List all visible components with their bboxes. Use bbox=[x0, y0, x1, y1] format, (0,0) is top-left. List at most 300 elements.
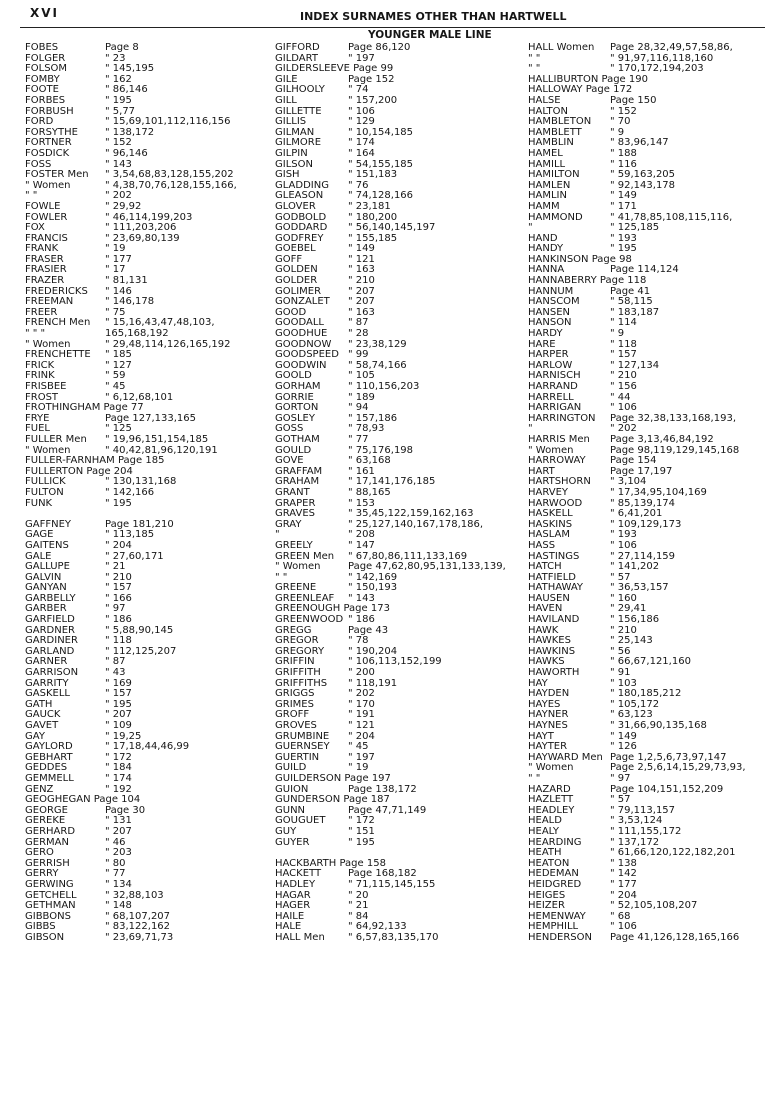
index-entry bbox=[25, 859, 270, 870]
surname: GAYLORD bbox=[25, 741, 73, 753]
index-entry bbox=[528, 96, 768, 107]
page-references: " 32,88,103 bbox=[105, 889, 164, 901]
surname: HATCH bbox=[528, 561, 562, 573]
page-references: Page 47,62,80,95,131,133,139, bbox=[348, 561, 506, 573]
page-references: " 3,54,68,83,128,155,202 bbox=[105, 169, 234, 181]
surname: GISH bbox=[275, 169, 300, 181]
index-entry bbox=[275, 933, 525, 944]
surname: GASKELL bbox=[25, 688, 70, 700]
surname: GAY bbox=[25, 730, 45, 742]
index-entry bbox=[528, 880, 768, 891]
page-references: " 151,183 bbox=[348, 169, 398, 181]
page-references: " 31,66,90,135,168 bbox=[610, 720, 707, 731]
index-entry bbox=[275, 827, 525, 838]
page-references: " 9 bbox=[610, 328, 625, 340]
page-title: INDEX SURNAMES OTHER THAN HARTWELL bbox=[300, 10, 567, 23]
index-entry bbox=[275, 244, 525, 255]
surname: " " bbox=[275, 571, 288, 583]
index-entry bbox=[528, 721, 768, 732]
page-references: Page 3,13,46,84,192 bbox=[610, 433, 714, 445]
index-entry bbox=[275, 297, 525, 308]
page-references: " 74 bbox=[348, 84, 369, 96]
page-references: " 192 bbox=[105, 783, 132, 795]
page-references: " 56 bbox=[610, 645, 631, 657]
page-references: " 64,92,133 bbox=[348, 921, 407, 933]
page-references: " 80 bbox=[105, 857, 126, 869]
page-references: " 204 bbox=[105, 539, 132, 551]
surname: GUY bbox=[275, 825, 297, 837]
surname: HARRAND bbox=[528, 381, 578, 392]
surname: GARRISON bbox=[25, 667, 79, 679]
page-references: " 121 bbox=[348, 720, 375, 731]
index-entry bbox=[25, 382, 270, 393]
index-entry bbox=[528, 615, 768, 626]
surname: GILLIS bbox=[275, 116, 307, 128]
page-references: Page 168,182 bbox=[348, 868, 417, 880]
surname: HAWKES bbox=[528, 635, 571, 647]
page-references: " 203 bbox=[105, 847, 132, 859]
page-references: " 164 bbox=[348, 147, 375, 159]
surname: GOLIMER bbox=[275, 285, 322, 297]
page-references: " 177 bbox=[610, 878, 637, 890]
surname: GAVET bbox=[25, 720, 59, 731]
page-references: " 88,165 bbox=[348, 486, 391, 498]
page-references: Page 32,38,133,168,193, bbox=[610, 412, 736, 424]
page-references: " 116 bbox=[610, 158, 637, 170]
index-entry bbox=[25, 488, 270, 499]
surname: GARLAND bbox=[25, 645, 75, 657]
page-references: " 127 bbox=[105, 359, 132, 371]
surname: GAFFNEY bbox=[25, 518, 72, 530]
surname: GARRITY bbox=[25, 677, 69, 689]
page-references: Page 41 bbox=[610, 285, 651, 297]
page-references: " 180,200 bbox=[348, 211, 398, 223]
surname: FORTNER bbox=[25, 137, 72, 149]
page-references: " 44 bbox=[610, 391, 631, 403]
page-references: Page 181,210 bbox=[105, 518, 174, 530]
surname: HEIGES bbox=[528, 889, 566, 901]
page-references: " 6,41,201 bbox=[610, 508, 663, 520]
page-references: " 58,115 bbox=[610, 296, 653, 308]
surname: GOODALL bbox=[275, 317, 324, 329]
page-references: " 114 bbox=[610, 317, 637, 329]
surname: HARPER bbox=[528, 349, 569, 361]
surname: FRENCHETTE bbox=[25, 349, 91, 361]
index-entry bbox=[275, 488, 525, 499]
page-references: " 208 bbox=[348, 529, 375, 541]
index-column-2 bbox=[275, 43, 525, 943]
page-references: " 52,105,108,207 bbox=[610, 900, 698, 912]
index-entry bbox=[25, 827, 270, 838]
page-references: " 96,146 bbox=[105, 147, 148, 159]
page-references: " 195 bbox=[105, 497, 132, 509]
page-references: " 147 bbox=[348, 539, 375, 551]
page-references: " 61,66,120,122,182,201 bbox=[610, 847, 736, 859]
surname: FRASIER bbox=[25, 264, 67, 276]
page-references: " 152 bbox=[105, 137, 132, 149]
surname: HEIZER bbox=[528, 900, 565, 912]
surname: GERRISH bbox=[25, 857, 70, 869]
page-references: " 106 bbox=[610, 539, 637, 551]
page-references: " 75,176,198 bbox=[348, 444, 414, 456]
surname: GLADDING bbox=[275, 179, 329, 191]
page-references: " 125,185 bbox=[610, 222, 660, 234]
page-references: " 77 bbox=[105, 868, 126, 880]
surname: GOLDEN bbox=[275, 264, 318, 276]
page-references: " 127,134 bbox=[610, 359, 660, 371]
surname: GREEN Men bbox=[275, 550, 335, 562]
surname: HEIDGRED bbox=[528, 878, 582, 890]
page-references: " 204 bbox=[348, 730, 375, 742]
index-entry bbox=[275, 446, 525, 457]
index-entry bbox=[528, 202, 768, 213]
page-references: " 59 bbox=[105, 370, 126, 382]
surname: GONZALET bbox=[275, 296, 330, 308]
surname: GOEBEL bbox=[275, 243, 316, 255]
surname: HAILE bbox=[275, 910, 305, 922]
page-references: " 180,185,212 bbox=[610, 688, 682, 700]
surname: HAMBLETON bbox=[528, 116, 592, 128]
index-entry bbox=[275, 149, 525, 160]
surname: GERO bbox=[25, 847, 54, 859]
index-entry bbox=[528, 223, 768, 234]
page-references: " 162 bbox=[105, 73, 132, 85]
page-references: " 191 bbox=[348, 709, 375, 721]
index-entry bbox=[25, 414, 270, 425]
page-references: " 68 bbox=[610, 910, 631, 922]
page-references: Page 17,197 bbox=[610, 465, 673, 477]
page-references: " 150,193 bbox=[348, 582, 398, 594]
page-references: " 157 bbox=[105, 688, 132, 700]
page-references: " 19,96,151,154,185 bbox=[105, 433, 209, 445]
surname: FROTHINGHAM Page 77 bbox=[25, 402, 144, 414]
surname: FROST bbox=[25, 391, 59, 403]
surname: GIFFORD bbox=[275, 42, 320, 53]
page-references: " 23,69,80,139 bbox=[105, 232, 180, 244]
index-entry bbox=[275, 774, 525, 785]
surname: GORTON bbox=[275, 402, 319, 414]
page-references: " 79,113,157 bbox=[610, 804, 676, 816]
surname: GRAY bbox=[275, 518, 302, 530]
surname: HAMBLETT bbox=[528, 126, 582, 138]
surname: HARNISCH bbox=[528, 370, 581, 382]
index-entry bbox=[275, 160, 525, 171]
page-references: " 121 bbox=[348, 253, 375, 265]
index-entry bbox=[275, 361, 525, 372]
page-references: Page 43 bbox=[348, 624, 389, 636]
page-references: " 17,34,95,104,169 bbox=[610, 486, 707, 498]
index-entry bbox=[275, 615, 525, 626]
index-entry bbox=[528, 435, 768, 446]
index-entry bbox=[275, 64, 525, 75]
page-references: " 17,18,44,46,99 bbox=[105, 741, 190, 753]
surname: GILPIN bbox=[275, 147, 308, 159]
index-entry bbox=[25, 96, 270, 107]
page-references: " 202 bbox=[348, 688, 375, 700]
page-references: " 59,163,205 bbox=[610, 169, 676, 181]
surname: HART bbox=[528, 465, 555, 477]
surname: FRENCH Men bbox=[25, 317, 91, 329]
index-entry bbox=[25, 361, 270, 372]
surname: HASLAM bbox=[528, 529, 570, 541]
surname: GILHOOLY bbox=[275, 84, 325, 96]
index-entry bbox=[275, 520, 525, 531]
page-references: " 125 bbox=[105, 423, 132, 435]
surname: FORSYTHE bbox=[25, 126, 78, 138]
page-references: " 46 bbox=[105, 836, 126, 848]
surname: GREGOR bbox=[275, 635, 319, 647]
page-references: " 177 bbox=[105, 253, 132, 265]
surname: FRISBEE bbox=[25, 381, 67, 392]
surname: " Women bbox=[25, 444, 71, 456]
page-references: " 210 bbox=[105, 571, 132, 583]
index-entry bbox=[25, 499, 270, 510]
index-entry bbox=[25, 562, 270, 573]
page-references: " 126 bbox=[610, 741, 637, 753]
index-entry bbox=[275, 541, 525, 552]
page-references: " 156 bbox=[610, 381, 637, 392]
index-entry bbox=[528, 827, 768, 838]
page-references: " 137,172 bbox=[610, 836, 660, 848]
index-entry bbox=[25, 710, 270, 721]
surname: HAND bbox=[528, 232, 558, 244]
surname: FOSTER Men bbox=[25, 169, 89, 181]
surname: GARBELLY bbox=[25, 592, 76, 604]
page-references: " 113,185 bbox=[105, 529, 155, 541]
surname: GLEASON bbox=[275, 190, 324, 202]
surname: HAYT bbox=[528, 730, 554, 742]
surname: HARE bbox=[528, 338, 556, 350]
surname: HARRELL bbox=[528, 391, 574, 403]
page-references: " 138 bbox=[610, 857, 637, 869]
page-references: " 184 bbox=[105, 762, 132, 774]
surname: FORBUSH bbox=[25, 105, 74, 117]
surname: GREELY bbox=[275, 539, 313, 551]
page-references: " 58,74,166 bbox=[348, 359, 407, 371]
surname: FORD bbox=[25, 116, 54, 128]
surname: FOWLER bbox=[25, 211, 68, 223]
page-references: Page 98,119,129,145,168 bbox=[610, 444, 740, 456]
page-references: " 146,178 bbox=[105, 296, 155, 308]
page-references: " 153 bbox=[348, 497, 375, 509]
page-references: " 118 bbox=[105, 635, 132, 647]
page-references: " 57 bbox=[610, 571, 631, 583]
surname: GARFIELD bbox=[25, 614, 75, 626]
index-entry bbox=[275, 382, 525, 393]
page-references: " 171 bbox=[610, 200, 637, 212]
surname: FRINK bbox=[25, 370, 55, 382]
page-references: " 202 bbox=[105, 190, 132, 202]
surname: GREGORY bbox=[275, 645, 325, 657]
page-references: " 91 bbox=[610, 667, 631, 679]
surname: GAGE bbox=[25, 529, 54, 541]
index-entry bbox=[528, 594, 768, 605]
index-entry bbox=[528, 234, 768, 245]
surname: GUYER bbox=[275, 836, 310, 848]
index-entry bbox=[528, 318, 768, 329]
surname: HAMBLIN bbox=[528, 137, 574, 149]
surname: HASTINGS bbox=[528, 550, 580, 562]
surname: GOSLEY bbox=[275, 412, 315, 424]
page-references: " 197 bbox=[348, 52, 375, 64]
surname: FRYE bbox=[25, 412, 50, 424]
surname: GRAPER bbox=[275, 497, 316, 509]
surname: HAYNES bbox=[528, 720, 568, 731]
index-entry bbox=[25, 838, 270, 849]
surname: GROFF bbox=[275, 709, 310, 721]
surname: HATHAWAY bbox=[528, 582, 584, 594]
surname: HAVILAND bbox=[528, 614, 580, 626]
index-entry bbox=[25, 689, 270, 700]
page-references: Page 28,32,49,57,58,86, bbox=[610, 42, 733, 53]
surname: HAMILL bbox=[528, 158, 566, 170]
page-references: " 21 bbox=[348, 900, 369, 912]
index-entry bbox=[25, 149, 270, 160]
surname: GILDART bbox=[275, 52, 318, 64]
surname: " " " bbox=[25, 328, 46, 340]
surname: " " bbox=[528, 52, 541, 64]
surname: GARDINER bbox=[25, 635, 78, 647]
page-references: " 29,92 bbox=[105, 200, 142, 212]
page-references: " 97 bbox=[610, 772, 631, 784]
surname: " " bbox=[528, 63, 541, 75]
index-entry bbox=[275, 477, 525, 488]
surname: GODDARD bbox=[275, 222, 328, 234]
page-references: Page 152 bbox=[348, 73, 395, 85]
surname: GREENOUGH Page 173 bbox=[275, 603, 390, 615]
surname: GERWING bbox=[25, 878, 74, 890]
surname: " bbox=[275, 529, 280, 541]
surname: " Women bbox=[528, 444, 574, 456]
surname: GRAFFAM bbox=[275, 465, 323, 477]
surname: GERMAN bbox=[25, 836, 69, 848]
page-references: " 148 bbox=[105, 900, 132, 912]
page-references: " 145,195 bbox=[105, 63, 155, 75]
index-entry bbox=[275, 435, 525, 446]
surname: GORHAM bbox=[275, 381, 321, 392]
page-references: " 157,200 bbox=[348, 94, 398, 106]
surname: GOUGUET bbox=[275, 815, 326, 827]
surname: GLOVER bbox=[275, 200, 316, 212]
page-references: " 40,42,81,96,120,191 bbox=[105, 444, 218, 456]
surname: GEBHART bbox=[25, 751, 73, 763]
page-references: " 36,53,157 bbox=[610, 582, 669, 594]
page-references: " 83,96,147 bbox=[610, 137, 669, 149]
page-references: " 15,16,43,47,48,103, bbox=[105, 317, 215, 329]
surname: FORBES bbox=[25, 94, 66, 106]
page-references: " 195 bbox=[105, 94, 132, 106]
index-entry bbox=[528, 329, 768, 340]
index-entry bbox=[275, 700, 525, 711]
page-references: " 4,38,70,76,128,155,166, bbox=[105, 179, 237, 191]
surname: HACKBARTH Page 158 bbox=[275, 857, 386, 869]
surname: GILL bbox=[275, 94, 297, 106]
surname: HADLEY bbox=[275, 878, 316, 890]
page-references: " 110,156,203 bbox=[348, 381, 420, 392]
page-references: " 134 bbox=[105, 878, 132, 890]
page-references: " 29,41 bbox=[610, 603, 647, 615]
page-references: Page 41,126,128,165,166 bbox=[610, 931, 740, 943]
page-references: " 197 bbox=[348, 751, 375, 763]
surname: FULLER-FARNHAM Page 185 bbox=[25, 455, 165, 467]
surname: GOSS bbox=[275, 423, 304, 435]
index-entry bbox=[275, 816, 525, 827]
page-references: " 105 bbox=[348, 370, 375, 382]
surname: FUEL bbox=[25, 423, 50, 435]
index-entry bbox=[25, 880, 270, 891]
surname: GERHARD bbox=[25, 825, 76, 837]
surname: GREGG bbox=[275, 624, 312, 636]
page-references: " 27,60,171 bbox=[105, 550, 164, 562]
surname: GALE bbox=[25, 550, 52, 562]
page-references: " 188 bbox=[610, 147, 637, 159]
page-references: " 85,139,174 bbox=[610, 497, 676, 509]
surname: FREER bbox=[25, 306, 58, 318]
page-references: " 170 bbox=[348, 698, 375, 710]
page-references: " 204 bbox=[610, 889, 637, 901]
surname: FULLER Men bbox=[25, 433, 87, 445]
index-entry bbox=[25, 541, 270, 552]
surname: GARNER bbox=[25, 656, 68, 668]
surname: HARRIS Men bbox=[528, 433, 590, 445]
surname: FRICK bbox=[25, 359, 55, 371]
surname: GUILDERSON Page 197 bbox=[275, 772, 391, 784]
index-entry bbox=[528, 530, 768, 541]
page-references: " 83,122,162 bbox=[105, 921, 171, 933]
surname: GERRY bbox=[25, 868, 59, 880]
page-references: " 25,143 bbox=[610, 635, 653, 647]
page-references: Page 114,124 bbox=[610, 264, 679, 276]
index-entry bbox=[528, 933, 768, 944]
surname: HEATON bbox=[528, 857, 570, 869]
surname: HARWOOD bbox=[528, 497, 583, 509]
surname: HAYNER bbox=[528, 709, 569, 721]
page-references: 165,168,192 bbox=[105, 328, 169, 340]
surname: GIBSON bbox=[25, 931, 65, 943]
page-references: " 157,186 bbox=[348, 412, 398, 424]
page-references: " 141,202 bbox=[610, 561, 660, 573]
page-references: " 45 bbox=[348, 741, 369, 753]
page-references: " 156,186 bbox=[610, 614, 660, 626]
index-entry bbox=[275, 43, 525, 54]
surname: HARLOW bbox=[528, 359, 573, 371]
surname: HANSON bbox=[528, 317, 572, 329]
surname: HACKETT bbox=[275, 868, 322, 880]
index-entry bbox=[528, 138, 768, 149]
surname: HALL Women bbox=[528, 42, 595, 53]
page-references: " 5,77 bbox=[105, 105, 136, 117]
page-references: Page 104,151,152,209 bbox=[610, 783, 724, 795]
surname: GRIMES bbox=[275, 698, 314, 710]
surname: FOOTE bbox=[25, 84, 59, 96]
surname: GILSON bbox=[275, 158, 313, 170]
page-references: " 138,172 bbox=[105, 126, 155, 138]
page-references: Page 47,71,149 bbox=[348, 804, 427, 816]
surname: HARDY bbox=[528, 328, 563, 340]
surname: GUNN bbox=[275, 804, 306, 816]
surname: GRAHAM bbox=[275, 476, 320, 488]
page-references: " 195 bbox=[105, 698, 132, 710]
page-references: " 111,155,172 bbox=[610, 825, 682, 837]
index-entry bbox=[25, 721, 270, 732]
page-references: " 78,93 bbox=[348, 423, 385, 435]
surname: HATFIELD bbox=[528, 571, 576, 583]
page-references: " 97 bbox=[105, 603, 126, 615]
surname: GAUCK bbox=[25, 709, 61, 721]
index-entry bbox=[275, 838, 525, 849]
surname: FOLSOM bbox=[25, 63, 68, 75]
surname: HAGER bbox=[275, 900, 311, 912]
